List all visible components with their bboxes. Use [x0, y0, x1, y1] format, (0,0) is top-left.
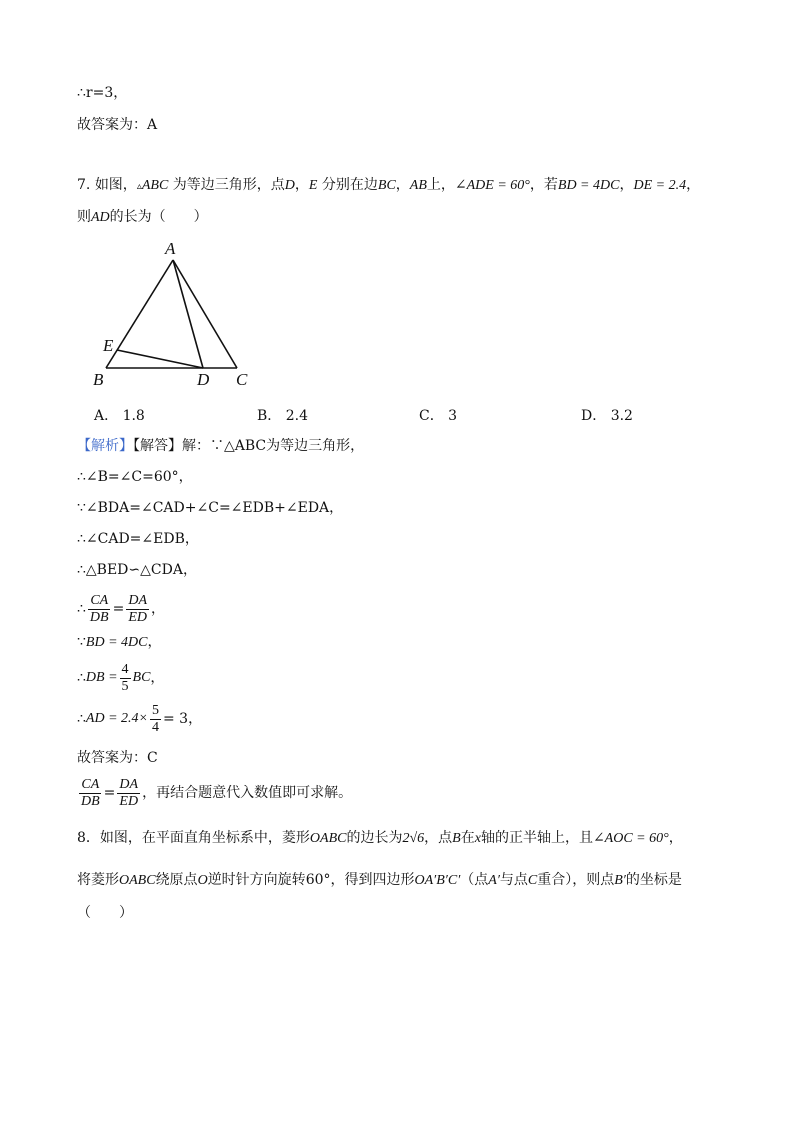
label-b: B — [93, 370, 104, 389]
solution-summary: $\frac{CA}{DB}$ = $\frac{DA}{ED}$ ，再结合题意代入数值即可求解。 — [81, 776, 353, 809]
solution-step-3: ∴∠CAD=∠EDB， — [77, 531, 199, 547]
q7-line-2: 则AD的长为（ ） — [77, 209, 208, 225]
option-b[interactable]: B． 2.4 — [257, 408, 309, 424]
q7-number: 7. — [77, 177, 91, 193]
q7-line-1: 7. 如图，▵ABC 为等边三角形，点D，E 分别在边BC，AB上，∠ADE = 60°，若BD = 4DC，DE = 2.4， — [77, 177, 701, 193]
fraction-ca-db: $\frac{CA}{DB}$ — [89, 592, 109, 625]
fraction-da-ed-2: $\frac{DA}{ED}$ — [119, 776, 139, 809]
fraction-ca-db-2: $\frac{CA}{DB}$ — [81, 776, 100, 809]
analysis-tag: 【解析】 — [77, 438, 133, 454]
fraction-5-4: $\frac{5}{4}$ — [151, 702, 159, 735]
label-d: D — [197, 370, 210, 389]
q8-line-3: （ ） — [77, 905, 133, 921]
label-a: A — [165, 239, 176, 258]
solution-step-8: ∴ AD = 2.4× $\frac{5}{4}$ = 3 ， — [77, 702, 203, 735]
prev-answer: 故答案为：A — [77, 117, 158, 133]
option-c[interactable]: C． 3 — [419, 408, 458, 424]
solution-step-6: ∵BD = 4DC， — [77, 634, 162, 650]
solution-head: 【解析】【解答】解：∵△ABC为等边三角形， — [77, 438, 365, 454]
q8-line-2: 将菱形OABC绕原点O逆时针方向旋转60°，得到四边形OA′B′C′（点A′与点C重合），则点B′的坐标是 — [77, 872, 682, 888]
fraction-4-5: $\frac{4}{5}$ — [121, 661, 129, 694]
solution-step-1: ∴∠B=∠C=60°， — [77, 469, 193, 485]
fraction-da-ed: $\frac{DA}{ED}$ — [128, 592, 147, 625]
prev-line-1: ∴r=3， — [77, 85, 128, 101]
solution-step-2: ∵∠BDA=∠CAD+∠C=∠EDB+∠EDA， — [77, 500, 344, 516]
solution-answer: 故答案为：C — [77, 750, 158, 766]
option-d[interactable]: D． 3.2 — [581, 408, 633, 424]
solution-step-7: ∴ DB = $\frac{4}{5}$ BC ， — [77, 661, 165, 694]
side-ac — [173, 260, 237, 368]
label-c: C — [236, 370, 248, 389]
q8-line-1: 8．如图，在平面直角坐标系中，菱形OABC的边长为2√6，点B在x轴的正半轴上，且∠AOC = 60°， — [77, 830, 683, 846]
label-e: E — [103, 336, 114, 355]
segment-ed — [117, 350, 203, 368]
triangle-figure — [85, 238, 265, 390]
option-a[interactable]: A． 1.8 — [94, 408, 145, 424]
side-ab — [106, 260, 173, 368]
solution-step-5: ∴ $\frac{CA}{DB}$ = $\frac{DA}{ED}$ ， — [77, 592, 165, 625]
q8-number: 8． — [77, 830, 100, 846]
segment-ad — [173, 260, 203, 368]
solution-step-4: ∴△BED∽△CDA， — [77, 562, 197, 578]
